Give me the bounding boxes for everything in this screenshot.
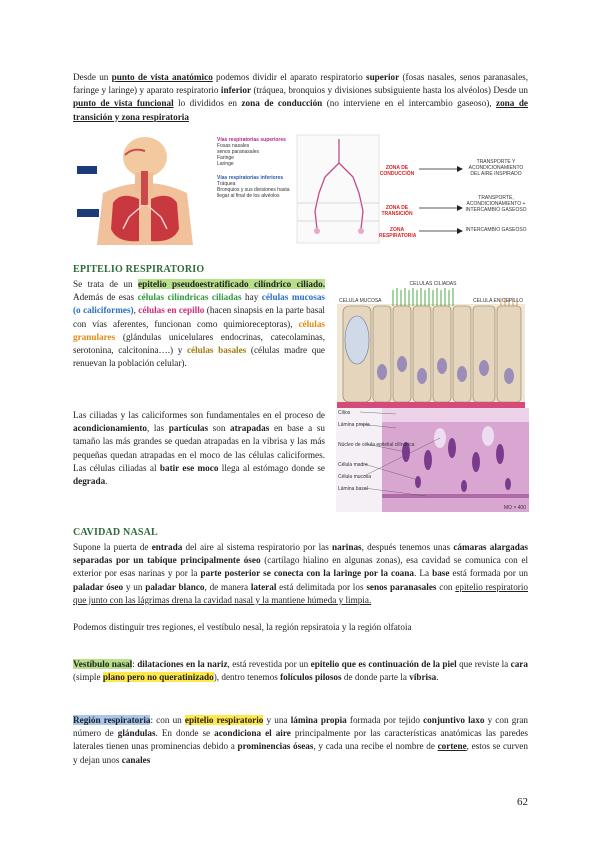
lower-airway-item: Bronquios y sus divisiones hasta llegar al final de los alvéolos bbox=[217, 187, 290, 199]
mucous-cell-label: CELULA MUCOSA bbox=[339, 298, 382, 304]
ciliated-cells-label: CELULAS CILIADAS bbox=[409, 281, 457, 287]
respiratory-anatomy-figure bbox=[73, 133, 528, 245]
cavidad-paragraph-1: Supone la puerta de entrada del aire al sistema respiratorio por las narinas, después tenemos unas cámaras alargadas separadas por un tabique principalmente óseo (cartílago hialino en algunas zonas), esa cavidad se comunica con el exterior por esas narinas y por la parte posterior se conecta con la laringe por la coana. La base está formada por un paladar óseo y un paladar blanco, de manera lateral está delimitada por los senos paranasales con epitelio respiratorio que junto con las lágrimas drena la cavidad nasal y la mantiene húmeda y limpia. bbox=[73, 542, 529, 605]
zone-transition-label: ZONA DE TRANSICIÓN bbox=[381, 205, 413, 217]
zone-conduction-label: ZONA DE CONDUCCIÓN bbox=[379, 165, 415, 177]
epithelium-cell-drawing bbox=[333, 276, 529, 408]
bronchial-tree-diagram bbox=[295, 133, 381, 245]
page-number: 62 bbox=[517, 796, 528, 808]
brush-cell-label: CELULA EN CEPILLO bbox=[472, 298, 523, 304]
zone-respiratory-label: ZONA RESPIRATORIA bbox=[379, 227, 417, 239]
upper-airway-item: senos paranasales bbox=[217, 149, 259, 155]
cavidad-paragraph-2: Podemos distinguir tres regiones, el vestíbulo nesal, la región repsiratoia y la región olfatoia bbox=[73, 622, 412, 632]
lower-airways-title: Vías respiratorias inferiores bbox=[217, 175, 284, 181]
section-heading-cavidad: CAVIDAD NASAL bbox=[73, 527, 158, 538]
upper-airway-item: Faringe bbox=[217, 155, 234, 161]
micrograph-label: Cilios bbox=[338, 410, 351, 416]
magnification-label: MO × 400 bbox=[503, 505, 526, 511]
upper-airway-item: Laringe bbox=[217, 161, 234, 167]
section-heading-epitelio: EPITELIO RESPIRATORIO bbox=[73, 264, 205, 275]
micrograph-label: Célula mucosa bbox=[338, 474, 372, 480]
epitelio-paragraph-2: Las ciliadas y las caliciformes son fundamentales en el proceso de acondicionamiento, las partículas son atrapadas en base a su tamaño las más grandes se quedan atrapadas en la vibrisa y las más pequeñas quedan atrapadas en el moco de las células caliciformes. Las células ciliadas al batir ese moco llega al estómago donde se degrada. bbox=[73, 410, 326, 487]
micrograph-image bbox=[336, 408, 529, 512]
histology-micrograph-figure bbox=[336, 408, 529, 512]
upper-airways-list bbox=[217, 137, 295, 199]
epithelium-illustration-figure bbox=[333, 276, 529, 408]
epitelio-paragraph-1: Se trata de un epitelio pseudoestratificado cilíndrico ciliado. Además de esas células cilíndricas ciliadas hay células mucosas (o caliciformes), células en cepillo (hacen sinapsis en la parte basal con vías aferentes, funcionan como quimioreceptoras), células granulares (glándulas unicelulares endocrinas, catecolaminas, serotonina, calcitonina….) y células basales (células madre que renuevan la población celular). bbox=[73, 279, 325, 369]
upper-airways-title: Vías respiratorias superiores bbox=[217, 137, 286, 143]
region-respiratoria-paragraph: Región respiratoria: con un epitelio respiratorio y una lámina propia formada por tejido conjuntivo laxo y con gran número de glándulas. En donde se acondiciona el aire principalmente por las características anatómicas las paredes laterales tienen unas prominencias debido a prominencias óseas, y cada una recibe el nombre de cortene, estos se curven y dejan unos canales bbox=[73, 715, 529, 765]
micrograph-label: Lámina basal bbox=[338, 486, 368, 492]
vestibulo-paragraph: Vestíbulo nasal: dilataciones en la nariz, está revestida por un epitelio que es continuación de la piel que reviste la cara (simple plano pero no queratinizado), dentro tenemos folículos pilosos de donde parte la vibrisa. bbox=[73, 659, 528, 683]
micrograph-label: Lámina propia bbox=[338, 422, 370, 428]
micrograph-label: Célula madre bbox=[338, 462, 368, 468]
zone-output-3: INTERCAMBIO GASEOSO bbox=[465, 227, 527, 233]
intro-paragraph: Desde un punto de vista anatómico podemos dividir el aparato respiratorio superior (fosas nasales, senos paranasales, faringe y laringe) y aparato respiratorio inferior (tráquea, bronquios y divisiones subsiguiente hasta los alvéolos) Desde un punto de vista funcional lo divididos en zona de conducción (no interviene en el intercambio gaseoso), zona de transición y zona respiratoria bbox=[73, 72, 529, 122]
upper-airway-item: Fosas nasales bbox=[217, 143, 250, 149]
zone-output-1: TRANSPORTE Y ACONDICIONAMIENTO DEL AIRE INSPIRADO bbox=[468, 159, 524, 177]
lower-airway-item: Tráquea bbox=[217, 181, 236, 187]
zone-output-2: TRANSPORTE, ACONDICIONAMIENTO + INTERCAMBIO GASEOSO bbox=[465, 195, 527, 213]
micrograph-label: Núcleo de célula epitelial cilíndrica bbox=[338, 442, 415, 448]
